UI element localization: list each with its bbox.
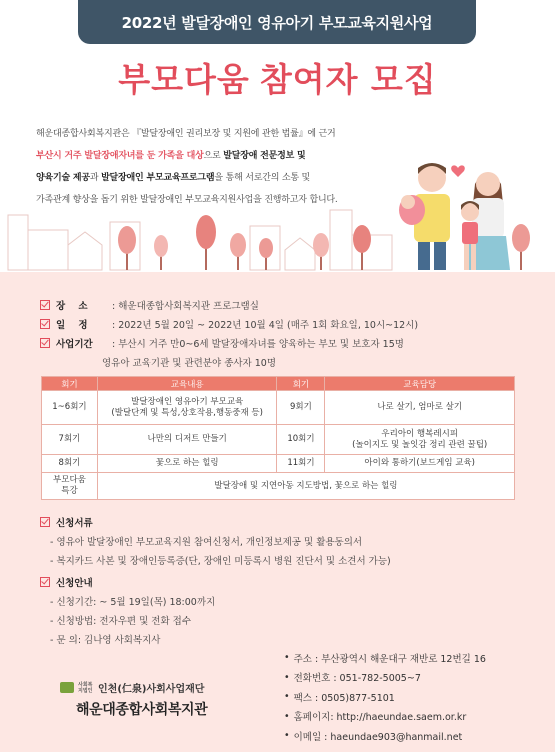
special-label-line: 부모다움 [53,475,86,485]
intro-highlight-target: 부산시 거주 발달장애자녀를 둔 가족을 대상 [36,151,204,161]
docs-title-text: 신청서류 [56,518,93,529]
foundation-logo-icon [60,682,74,693]
session-cell: 8회기 [42,455,98,473]
intro-line4: 가족관계 향상을 돕기 위한 발달장애인 부모교육지원사업을 진행하고자 합니다. [36,195,338,205]
content-line: (발달단계 및 특성,상호작용,행동중재 등) [111,407,263,418]
contact-email[interactable]: • 이메일 : haeundae903@hanmail.net [284,726,486,746]
contact-fax: • 팩스 : 0505)877-5101 [284,687,486,707]
target-value-cont: 영유아 교육기관 및 관련분야 종사자 10명 [102,357,277,369]
checkbox-icon [40,577,50,587]
checkbox-icon [40,517,50,527]
date-value: : 2022년 5월 20일 ~ 2022년 10월 4일 (매주 1회 화요일, 10시~12시) [112,319,419,331]
session-cell: 9회기 [277,391,325,425]
intro-text: 으로 [203,151,224,161]
content-line: (놀이지도 및 놀잇감 정리 관련 꿀팁) [352,439,488,450]
intro-highlight-skill: 양육기술 제공 [36,173,90,183]
guide-item: - 신청기간: ~ 5월 19일(목) 18:00까지 [50,596,216,608]
content-cell: 나만의 디저트 만들기 [97,425,277,455]
content-cell: 나로 살기, 엄마로 살기 [325,391,515,425]
intro-text: 을 통해 서로간의 소통 및 [214,173,311,183]
org-logo [60,680,260,719]
guide-item: - 문 의: 김나영 사회복지사 [50,634,161,646]
session-cell: 11회기 [277,455,325,473]
docs-item: - 복지카드 사본 및 장애인등록증(단, 장애인 미등록시 병원 진단서 및 소견서 가능) [50,555,391,567]
table-row [42,455,515,473]
docs-section [40,513,391,569]
foundation-type: 사회복지법인 [78,681,93,694]
special-label-cell [42,473,98,500]
intro-text: 과 [89,173,102,183]
content-cell: 아이와 통하기(보드게임 교육) [325,455,515,473]
target-row [40,333,520,352]
contact-phone: • 전화번호 : 051-782-5005~7 [284,668,486,688]
table-row [42,425,515,455]
guide-section [40,573,215,648]
target-label: 사업기간 [56,338,93,350]
checkbox-icon [40,338,50,348]
checkbox-icon [40,319,50,329]
session-cell: 7회기 [42,425,98,455]
family-town-illustration [0,150,555,275]
place-row [40,295,520,314]
special-value-cell: 발달장애 및 지연아동 지도방법, 꽃으로 하는 힐링 [97,473,514,500]
content-cell [97,391,277,425]
event-info [40,295,520,371]
place-value: : 해운대종합사회복지관 프로그램실 [112,300,259,312]
content-line: 발달장애인 영유아기 부모교육 [131,396,244,407]
contact-address: • 주소 : 부산광역시 해운대구 재반로 12번길 16 [284,648,486,668]
guide-title-text: 신청안내 [56,578,93,589]
table-row-special [42,473,515,500]
target-value: : 부산시 거주 만0~6세 발달장애자녀를 양육하는 부모 및 보호자 15명 [112,338,404,350]
intro-line1: 해운대종합사회복지관은 『발달장애인 권리보장 및 지원에 관한 법률』에 근거 [36,129,336,139]
checkbox-icon [40,300,50,310]
docs-item: - 영유아 발달장애인 부모교육지원 참여신청서, 개인정보제공 및 활용동의서 [50,536,363,548]
col-header-session2: 회기 [277,377,325,391]
content-line: 우리아이 행복레시피 [381,428,458,439]
content-cell [325,425,515,455]
session-cell: 10회기 [277,425,325,455]
foundation-line [60,680,260,695]
date-row [40,314,520,333]
docs-title [40,513,391,531]
contact-list [284,648,486,746]
page-title [0,54,555,101]
intro-highlight-info: 발달장애 전문정보 및 [223,151,306,161]
title-part2: 참여자 모집 [259,60,437,99]
center-name: 해운대종합사회복지관 [76,702,208,718]
foundation-name: 인천(仁泉)사회사업재단 [98,684,205,695]
schedule-table [41,376,515,500]
intro-highlight-program: 발달장애인 부모교육프로그램 [101,173,215,183]
session-cell: 1~6회기 [42,391,98,425]
guide-item: - 신청방법: 전자우편 및 전화 접수 [50,615,192,627]
title-part1: 부모다움 [118,60,250,99]
col-header-instructor: 교육담당 [325,377,515,391]
place-label: 장 소 [56,300,88,312]
guide-title [40,573,215,591]
top-banner [78,0,476,44]
special-label-line: 특강 [61,486,78,496]
col-header-content: 교육내용 [97,377,277,391]
col-header-session: 회기 [42,377,98,391]
content-cell: 꽃으로 하는 힐링 [97,455,277,473]
table-header-row [42,377,515,391]
banner-text: 2022년 발달장애인 영유아기 부모교육지원사업 [121,13,433,32]
contact-homepage[interactable]: • 홈페이지: http://haeundae.saem.or.kr [284,707,486,727]
table-row [42,391,515,425]
date-label: 일 정 [56,319,88,331]
